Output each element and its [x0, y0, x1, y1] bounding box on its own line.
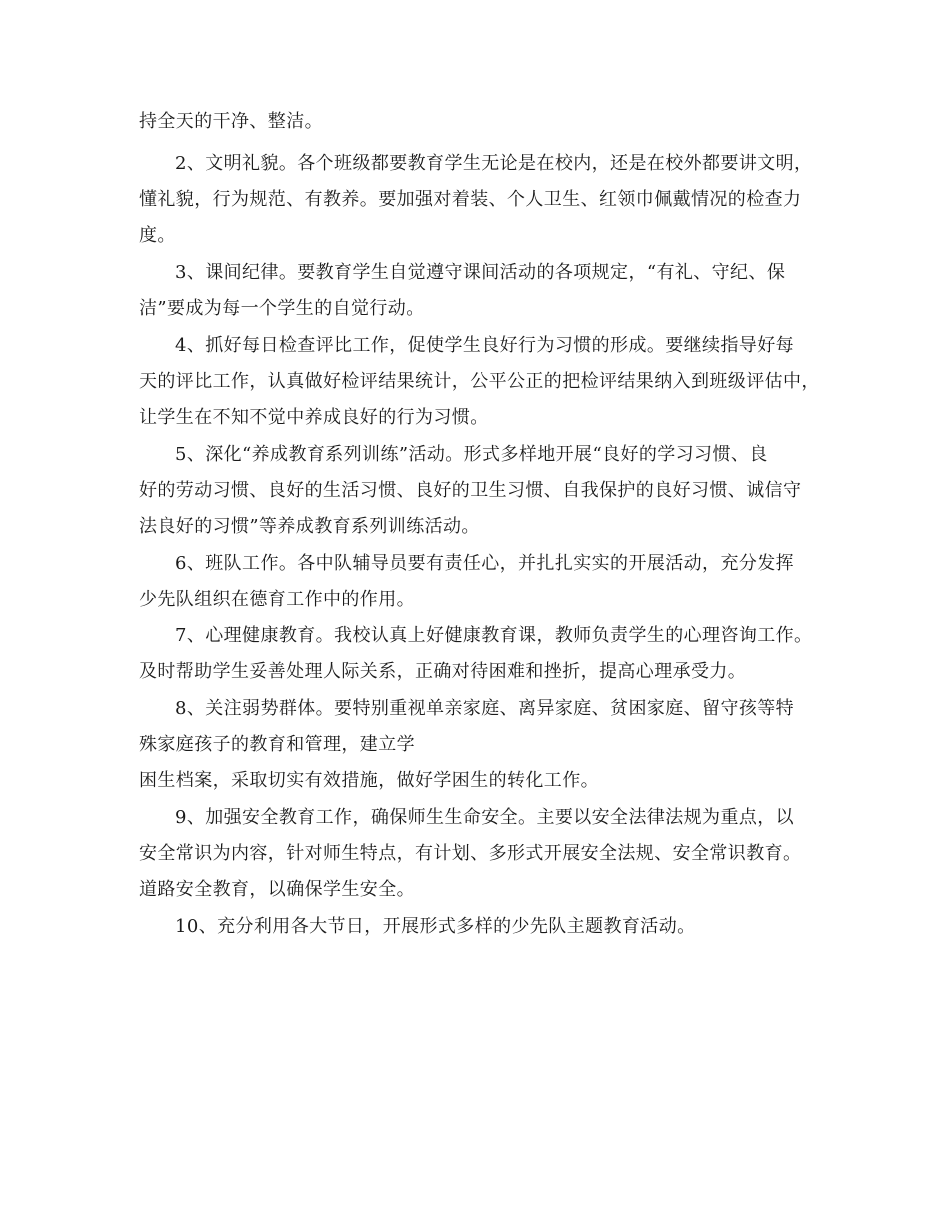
text-line: 少先队组织在德育工作中的作用。: [139, 589, 415, 610]
text-line: 10、充分利用各大节日，开展形式多样的少先队主题教育活动。: [175, 916, 696, 937]
text-line: 困生档案，采取切实有效措施，做好学困生的转化工作。: [139, 770, 599, 791]
text-line: 安全常识为内容，针对师生特点，有计划、多形式开展安全法规、安全常识教育。: [139, 843, 802, 864]
text-line: 天的评比工作，认真做好检评结果统计，公平公正的把检评结果纳入到班级评估中，: [139, 371, 820, 392]
text-line: 7、心理健康教育。我校认真上好健康教育课，教师负责学生的心理咨询工作。: [175, 625, 813, 646]
text-line: 6、班队工作。各中队辅导员要有责任心，并扎扎实实的开展活动，充分发挥: [175, 553, 795, 574]
text-line: 3、课间纪律。要教育学生自觉遵守课间活动的各项规定，“有礼、守纪、保: [175, 262, 786, 283]
text-line: 2、文明礼貌。各个班级都要教育学生无论是在校内，还是在校外都要讲文明，: [175, 153, 813, 174]
text-line: 持全天的干净、整洁。: [139, 111, 323, 132]
text-line: 法良好的习惯”等养成教育系列训练活动。: [139, 516, 480, 537]
text-line: 好的劳动习惯、良好的生活习惯、良好的卫生习惯、自我保护的良好习惯、诚信守: [139, 480, 802, 501]
text-line: 殊家庭孩子的教育和管理，建立学: [139, 734, 415, 755]
text-line: 道路安全教育，以确保学生安全。: [139, 879, 415, 900]
text-line: 9、加强安全教育工作，确保师生生命安全。主要以安全法律法规为重点，以: [175, 807, 795, 828]
text-line: 4、抓好每日检查评比工作，促使学生良好行为习惯的形成。要继续指导好每: [175, 335, 795, 356]
text-line: 度。: [139, 225, 176, 246]
text-line: 8、关注弱势群体。要特别重视单亲家庭、离异家庭、贫困家庭、留守孩等特: [175, 698, 795, 719]
text-line: 懂礼貌，行为规范、有教养。要加强对着装、个人卫生、红领巾佩戴情况的检查力: [139, 189, 802, 210]
text-line: 及时帮助学生妥善处理人际关系，正确对待困难和挫折，提高心理承受力。: [139, 661, 747, 682]
text-line: 5、深化“养成教育系列训练”活动。形式多样地开展“良好的学习习惯、良: [175, 444, 768, 465]
text-line: 让学生在不知不觉中养成良好的行为习惯。: [139, 407, 489, 428]
text-line: 洁”要成为每一个学生的自觉行动。: [139, 298, 425, 319]
